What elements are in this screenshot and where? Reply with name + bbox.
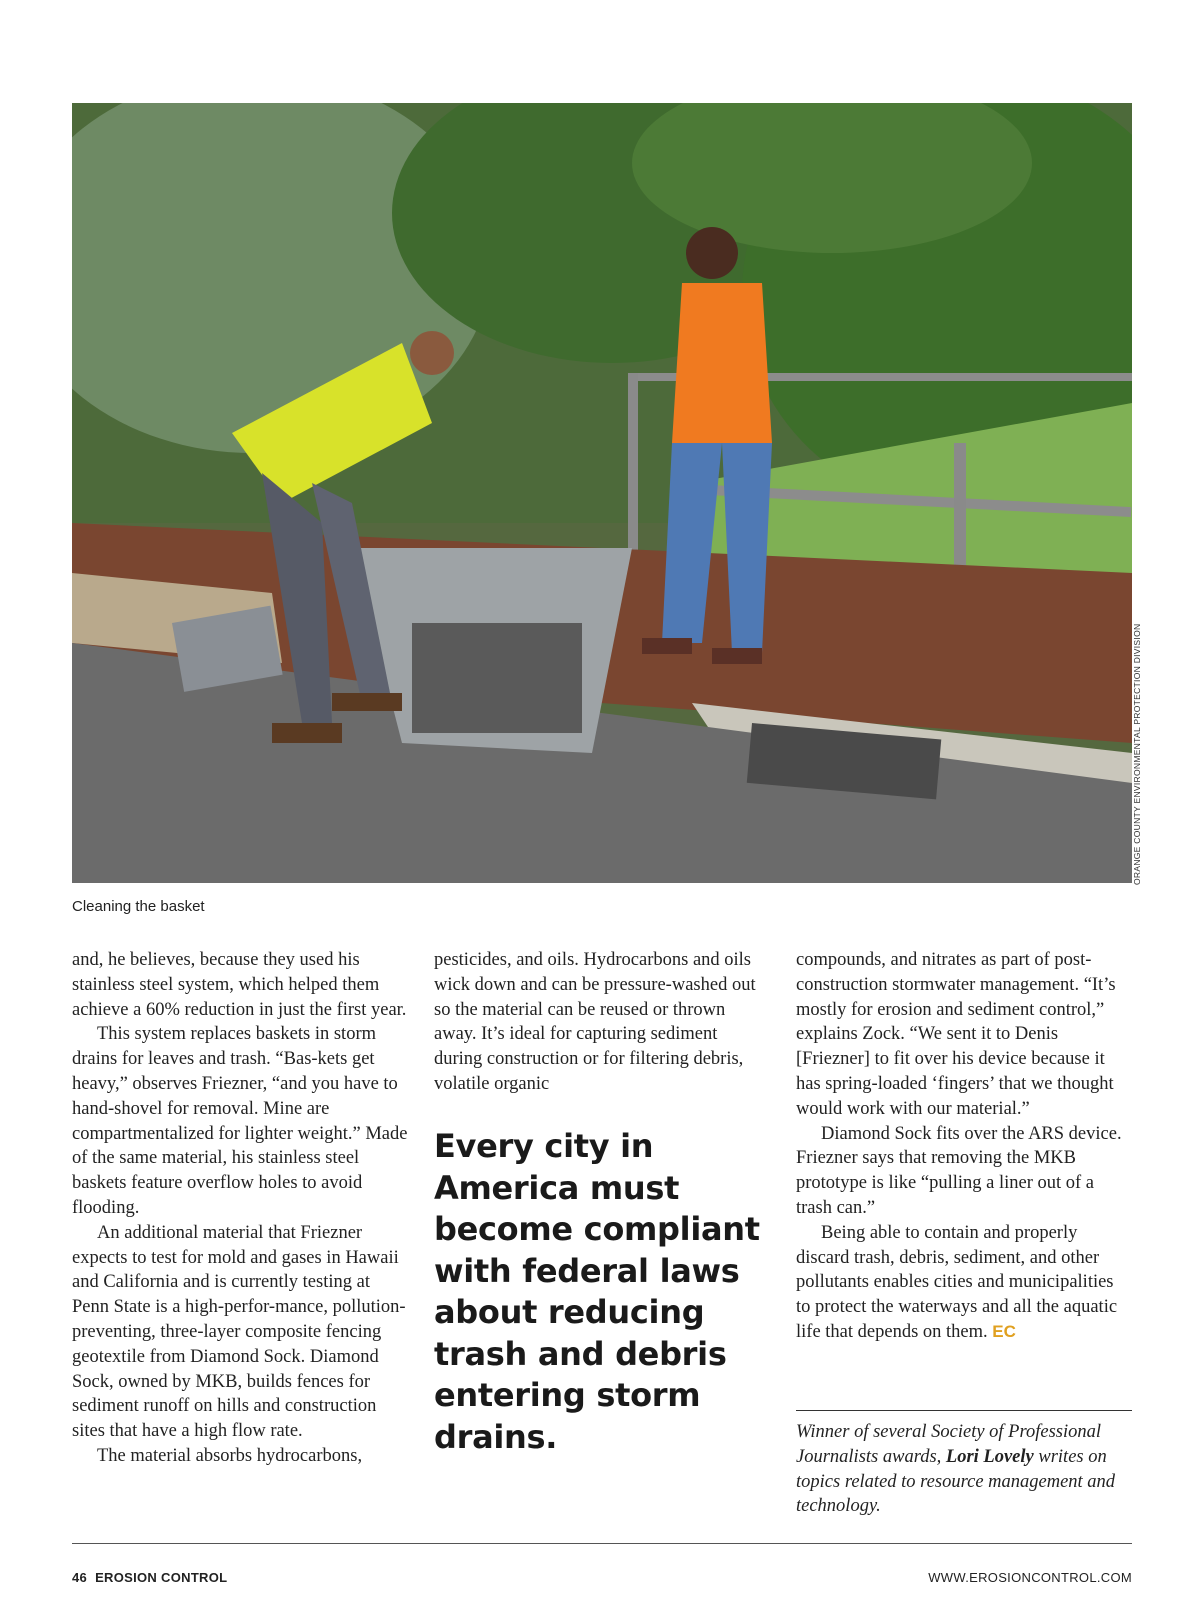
article-photo [72,103,1132,883]
paragraph: The material absorbs hydrocarbons, [97,1445,363,1466]
footer-divider [72,1543,1132,1544]
bio-divider [796,1410,1132,1411]
paragraph: This system replaces baskets in storm drains for leaves and trash. “Bas-kets get heavy,” observes Friezner, “and you have to hand-shovel for removal. Mine are compartmentalized for lighter weight.” Made of the same material, his stainless steel baskets feature overflow holes to avoid flooding. [72,1024,408,1218]
text-column-2 [434,948,770,1097]
author-bio [796,1420,1136,1519]
paragraph [796,1221,1132,1345]
paragraph: and, he believes, because they used his stainless steel system, which helped them achieve a 60% reduction in just the first year. [72,950,407,1020]
pull-quote: Every city in America must become compliant with federal laws about reducing trash and debris entering storm drains. [434,1127,760,1456]
website-url: WWW.EROSIONCONTROL.COM [928,1570,1132,1585]
bio-text-before: Winner of several Society of Professional Journalists awards, [796,1422,1102,1467]
photo-illustration [72,103,1132,883]
publication-name: EROSION CONTROL [95,1570,228,1585]
photo-credit: ORANGE COUNTY ENVIRONMENTAL PROTECTION DIVISION [1132,623,1142,885]
paragraph: An additional material that Friezner expects to test for mold and gases in Hawaii and California and is currently testing at Penn State is a high-perfor-mance, pollution-preventing, three-layer composite fencing geotextile from Diamond Sock. Diamond Sock, owned by MKB, builds fences for sediment runoff on hills and construction sites that have a high flow rate. [72,1222,406,1442]
paragraph-text: Being able to contain and properly discard trash, debris, sediment, and other pollutants enables cities and municipalities to protect the waterways and all the aquatic life that depends on them. [796,1222,1118,1342]
photo-caption: Cleaning the basket [72,898,205,915]
text-column-3 [796,948,1132,1345]
page-number: 46 [72,1570,88,1585]
text-column-1 [72,948,408,1469]
bio-text-after: writes on topics related to resource management and technology. [796,1446,1116,1517]
author-name: Lori Lovely [945,1446,1034,1467]
paragraph: Diamond Sock fits over the ARS device. Friezner says that removing the MKB prototype is like “pulling a liner out of a trash can.” [796,1123,1122,1218]
end-mark: EC [992,1321,1016,1341]
paragraph: compounds, and nitrates as part of post-construction stormwater management. “It’s mostly for erosion and sediment control,” explains Zock. “We sent it to Denis [Friezner] to fit over his device because it has spring-loaded ‘fingers’ that we thought would work with our material.” [796,950,1116,1119]
paragraph: pesticides, and oils. Hydrocarbons and oils wick down and can be pressure-washed out so the material can be reused or thrown away. It’s ideal for capturing sediment during construction or for filtering debris, volatile organic [434,950,756,1094]
footer-left [72,1570,227,1585]
